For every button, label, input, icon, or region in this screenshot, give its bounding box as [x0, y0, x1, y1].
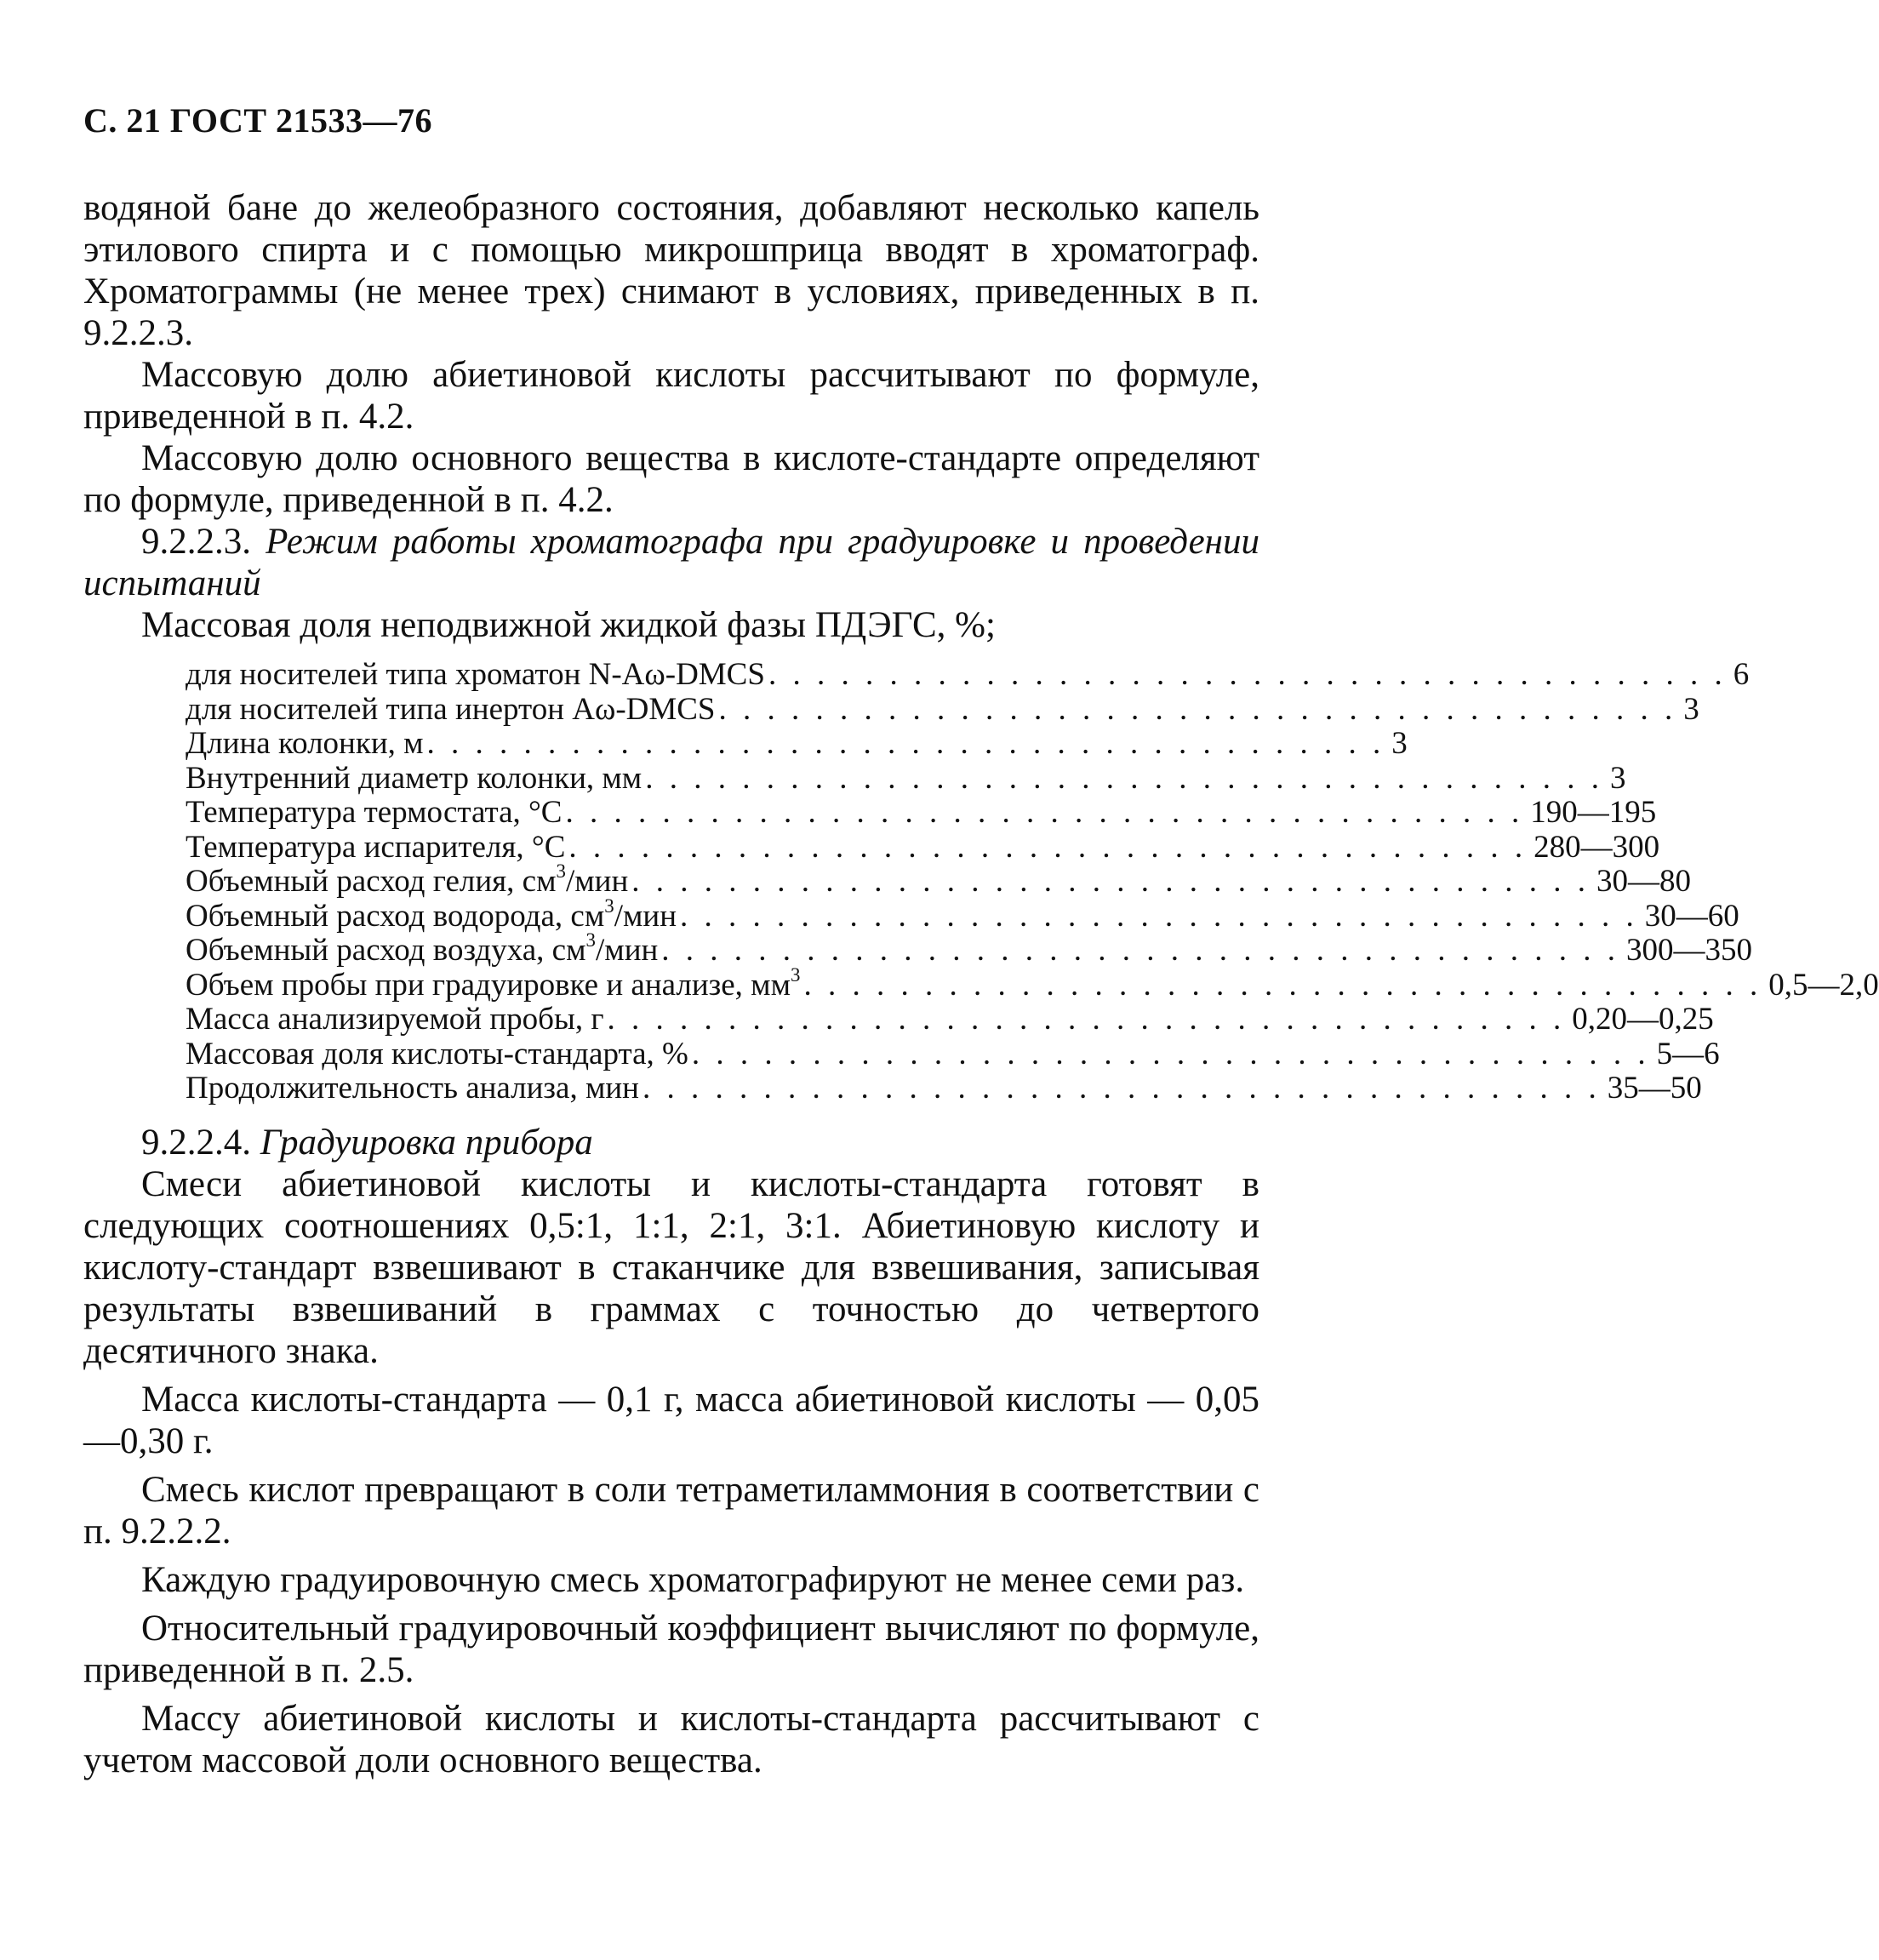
table-row [186, 963, 1879, 1003]
paragraph: Каждую градуировочную смесь хроматографируют не менее семи раз. [141, 1559, 1245, 1600]
section-number: 9.2.2.4. [141, 1122, 251, 1163]
section-number: 9.2.2.3. [141, 522, 251, 562]
leader-dots: . . . . . . . . . . . . . . . . . . . . . . . . . . . . . . . . . . . . . . . . [803, 967, 1762, 1003]
document-page [83, 100, 1879, 1781]
paragraph: водяной бане до желеобразного состояния, добавляют несколько капель этилового спирта и с помощью микрошприца вводят в хроматограф. Хроматограммы (не менее трех) снимают в условиях, приведенных в п. 9.2.2.3. [83, 188, 1259, 353]
table-row [186, 894, 1739, 934]
row-value: 190—195 [1530, 795, 1657, 830]
table-row [186, 795, 1657, 831]
leader-dots: . . . . . . . . . . . . . . . . . . . . . . . . . . . . . . . . . . . . . . . . [718, 691, 1677, 727]
row-value: 300—350 [1626, 933, 1753, 968]
paragraph: Массовую долю абиетиновой кислоты рассчитывают по формуле, приведенной в п. 4.2. [83, 355, 1259, 437]
row-value: 280—300 [1533, 829, 1660, 865]
row-label: для носителей типа хроматон N-Aω-DMCS [186, 657, 765, 692]
row-value: 30—60 [1644, 898, 1739, 934]
row-label: Объемный расход водорода, $см^3$/мин [186, 894, 677, 934]
section-title: Режим работы хроматографа при градуировке и проведении испытаний [83, 522, 1259, 603]
row-value: 6 [1733, 657, 1750, 692]
leader-dots: . . . . . . . . . . . . . . . . . . . . . . . . . . . . . . . . . . . . . . . . [607, 1002, 1566, 1037]
paragraph: Смесь кислот превращают в соли тетраметиламмония в соответствии с п. 9.2.2.2. [83, 1469, 1259, 1551]
paragraph: Масса кислоты-стандарта — 0,1 г, масса абиетиновой кислоты — 0,05—0,30 г. [83, 1379, 1259, 1461]
page-header: С. 21 ГОСТ 21533—76 [83, 101, 433, 140]
row-label: Продолжительность анализа, мин [186, 1071, 639, 1106]
leader-dots: . . . . . . . . . . . . . . . . . . . . . . . . . . . . . . . . . . . . . . . . [680, 898, 1638, 934]
section-heading-9-2-2-4 [83, 1122, 1259, 1163]
leader-dots: . . . . . . . . . . . . . . . . . . . . . . . . . . . . . . . . . . . . . . . . [631, 864, 1591, 899]
row-label: для носителей типа инертон Aω-DMCS [186, 691, 716, 727]
row-label: Объем пробы при градуировке и анализе, $мм^3$ [186, 963, 801, 1003]
table-row [186, 1071, 1702, 1106]
table-row [186, 929, 1753, 969]
paragraph: Относительный градуировочный коэффициент вычисляют по формуле, приведенной в п. 2.5. [83, 1608, 1259, 1690]
leader-dots: . . . . . . . . . . . . . . . . . . . . . . . . . . . . . . . . . . . . . . . . [691, 1036, 1650, 1071]
row-value: 3 [1609, 760, 1626, 796]
table-row [186, 726, 1408, 762]
leader-dots: . . . . . . . . . . . . . . . . . . . . . . . . . . . . . . . . . . . . . . . . [426, 726, 1385, 761]
row-value: 3 [1391, 726, 1408, 761]
table-row [186, 860, 1692, 900]
paragraph: Массу абиетиновой кислоты и кислоты-стандарта рассчитывают с учетом массовой доли основного вещества. [83, 1698, 1259, 1780]
leader-dots: . . . . . . . . . . . . . . . . . . . . . . . . . . . . . . . . . . . . . . . . [768, 657, 1727, 692]
row-label: Объемный расход гелия, $см^3$/мин [186, 860, 629, 899]
row-value: 35—50 [1607, 1071, 1702, 1106]
paragraph: Смеси абиетиновой кислоты и кислоты-стандарта готовят в следующих соотношениях 0,5:1, 1:1, 2:1, 3:1. Абиетиновую кислоту и кислоту-стандарт взвешивают в стаканчике для взвешивания, записывая результаты взвешиваний в граммах с точностью до четвертого десятичного знака. [83, 1163, 1259, 1371]
row-label: Масса анализируемой пробы, г [186, 1002, 604, 1037]
table-row [186, 760, 1626, 797]
row-label: Внутренний диаметр колонки, мм [186, 760, 643, 796]
row-label: Объемный расход воздуха, $см^3$/мин [186, 929, 659, 968]
leader-dots: . . . . . . . . . . . . . . . . . . . . . . . . . . . . . . . . . . . . . . . . [568, 829, 1528, 865]
table-row [186, 829, 1660, 866]
row-label: Массовая доля кислоты-стандарта, % [186, 1036, 688, 1071]
leader-dots: . . . . . . . . . . . . . . . . . . . . . . . . . . . . . . . . . . . . . . . . [642, 1071, 1601, 1106]
section-title: Градуировка прибора [260, 1122, 593, 1163]
row-value: 30—80 [1596, 864, 1692, 899]
row-value: 3 [1683, 691, 1699, 727]
row-value: 0,5—2,0 [1768, 967, 1879, 1003]
table-row [186, 1036, 1720, 1072]
row-value: 5—6 [1656, 1036, 1720, 1071]
row-value: 0,20—0,25 [1572, 1002, 1714, 1037]
leader-dots: . . . . . . . . . . . . . . . . . . . . . . . . . . . . . . . . . . . . . . . . [645, 760, 1603, 796]
leader-dots: . . . . . . . . . . . . . . . . . . . . . . . . . . . . . . . . . . . . . . . . [565, 795, 1524, 830]
row-label: Длина колонки, м [186, 726, 424, 761]
section-heading-9-2-2-3 [83, 521, 1259, 604]
paragraph: Массовая доля неподвижной жидкой фазы ПДЭГС, %; [141, 605, 996, 645]
row-label: Температура термостата, °C [186, 795, 563, 830]
row-label: Температура испарителя, °C [186, 829, 566, 865]
paragraph: Массовую долю основного вещества в кислоте-стандарте определяют по формуле, приведенной в п. 4.2. [83, 438, 1259, 520]
table-row [186, 1002, 1714, 1037]
table-row [186, 657, 1750, 693]
table-row [186, 691, 1699, 728]
leader-dots: . . . . . . . . . . . . . . . . . . . . . . . . . . . . . . . . . . . . . . . . [661, 933, 1620, 968]
parameters-table [186, 657, 1879, 1106]
